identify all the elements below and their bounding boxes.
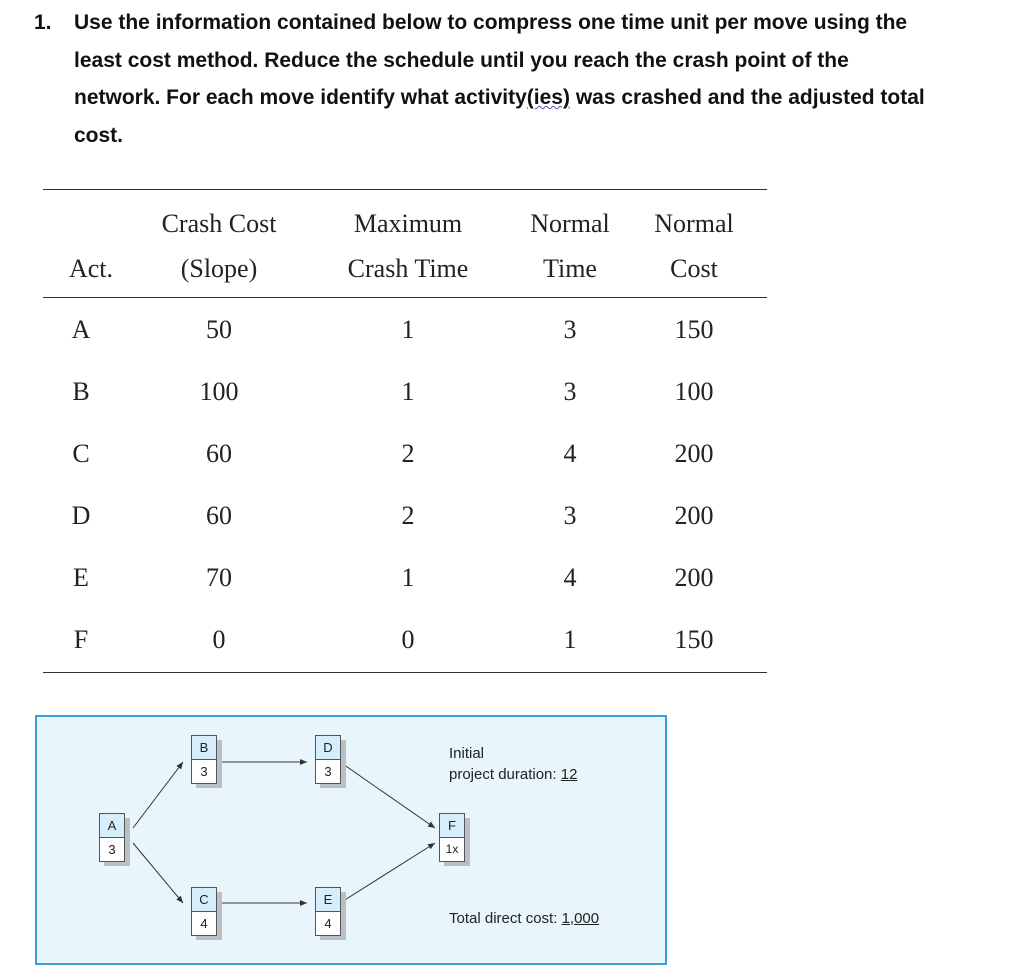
cell-act: B bbox=[72, 377, 90, 406]
arrow-a-b bbox=[133, 762, 183, 828]
question-text bbox=[74, 4, 1019, 154]
question-line-3-b: was crashed and the adjusted total bbox=[569, 86, 925, 109]
node-c-label: C bbox=[191, 887, 217, 912]
table-rule-bottom bbox=[43, 672, 767, 673]
cell-act: D bbox=[71, 501, 91, 530]
cell-max-crash: 2 bbox=[401, 439, 415, 468]
header-maximum: Maximum bbox=[353, 209, 463, 238]
project-duration-label: project duration: bbox=[449, 766, 557, 783]
arrow-e-f bbox=[340, 843, 435, 903]
header-crash-cost: Crash Cost bbox=[161, 209, 277, 238]
cell-slope: 70 bbox=[206, 563, 232, 592]
node-e-label: E bbox=[315, 887, 341, 912]
cell-normal-time: 1 bbox=[563, 625, 577, 654]
arrow-d-f bbox=[340, 762, 435, 828]
cell-slope: 60 bbox=[206, 439, 232, 468]
cell-act: E bbox=[73, 563, 89, 592]
node-a-duration: 3 bbox=[99, 838, 125, 862]
cell-normal-cost: 200 bbox=[674, 563, 714, 592]
cell-act: F bbox=[73, 625, 89, 654]
cell-normal-cost: 100 bbox=[674, 377, 714, 406]
question-block bbox=[34, 4, 1019, 154]
header-slope: (Slope) bbox=[180, 254, 258, 283]
question-line-2: least cost method. Reduce the schedule until you reach the crash point of the bbox=[74, 48, 849, 72]
cell-max-crash: 1 bbox=[401, 377, 415, 406]
node-f-label: F bbox=[439, 813, 465, 838]
question-line-1: Use the information contained below to compress one time unit per move using the bbox=[74, 11, 908, 34]
node-d bbox=[315, 735, 341, 784]
cell-max-crash: 0 bbox=[401, 625, 415, 654]
header-crash-time: Crash Time bbox=[347, 254, 469, 283]
initial-label: Initial bbox=[449, 745, 485, 762]
cell-slope: 0 bbox=[212, 625, 226, 654]
node-d-duration: 3 bbox=[315, 760, 341, 784]
network-diagram bbox=[35, 715, 667, 965]
header-normal-cost-1: Normal bbox=[654, 209, 734, 238]
cell-max-crash: 2 bbox=[401, 501, 415, 530]
cell-act: A bbox=[71, 315, 91, 344]
node-b bbox=[191, 735, 217, 784]
question-line-3-a: network. For each move identify what activity bbox=[74, 86, 527, 109]
question-line-3 bbox=[74, 79, 1019, 117]
cell-normal-cost: 150 bbox=[674, 625, 714, 654]
header-normal-cost-2: Cost bbox=[670, 254, 718, 283]
question-line-4: cost. bbox=[74, 123, 124, 147]
node-c bbox=[191, 887, 217, 936]
cell-normal-time: 3 bbox=[563, 501, 577, 530]
node-e-duration: 4 bbox=[315, 912, 341, 936]
arrow-a-c bbox=[133, 843, 183, 903]
node-d-label: D bbox=[315, 735, 341, 760]
header-normal-time-1: Normal bbox=[530, 209, 610, 238]
total-cost-text bbox=[449, 908, 599, 929]
header-normal-time-2: Time bbox=[543, 254, 597, 283]
cell-normal-cost: 200 bbox=[674, 439, 714, 468]
project-duration-value: 12 bbox=[560, 766, 578, 783]
initial-duration-text bbox=[449, 743, 577, 785]
cell-slope: 60 bbox=[206, 501, 232, 530]
node-a bbox=[99, 813, 125, 862]
cell-max-crash: 1 bbox=[401, 563, 415, 592]
table-rule-top bbox=[43, 189, 767, 190]
question-line-3-squiggle: (ies) bbox=[526, 86, 570, 109]
total-cost-value: 1,000 bbox=[561, 910, 600, 927]
node-f bbox=[439, 813, 465, 862]
cell-normal-time: 3 bbox=[563, 377, 577, 406]
header-act: Act. bbox=[68, 254, 114, 283]
cell-normal-time: 4 bbox=[563, 563, 577, 592]
cell-slope: 100 bbox=[199, 377, 239, 406]
node-b-duration: 3 bbox=[191, 760, 217, 784]
table-rule-mid bbox=[43, 297, 767, 298]
cell-normal-cost: 150 bbox=[674, 315, 714, 344]
cell-act: C bbox=[72, 439, 90, 468]
node-f-duration: 1x bbox=[439, 838, 465, 862]
cell-slope: 50 bbox=[206, 315, 232, 344]
cell-normal-time: 3 bbox=[563, 315, 577, 344]
cell-normal-time: 4 bbox=[563, 439, 577, 468]
node-e bbox=[315, 887, 341, 936]
question-number: 1. bbox=[34, 11, 52, 34]
node-b-label: B bbox=[191, 735, 217, 760]
cell-max-crash: 1 bbox=[401, 315, 415, 344]
node-c-duration: 4 bbox=[191, 912, 217, 936]
cell-normal-cost: 200 bbox=[674, 501, 714, 530]
node-a-label: A bbox=[99, 813, 125, 838]
total-cost-label: Total direct cost: bbox=[449, 910, 558, 927]
